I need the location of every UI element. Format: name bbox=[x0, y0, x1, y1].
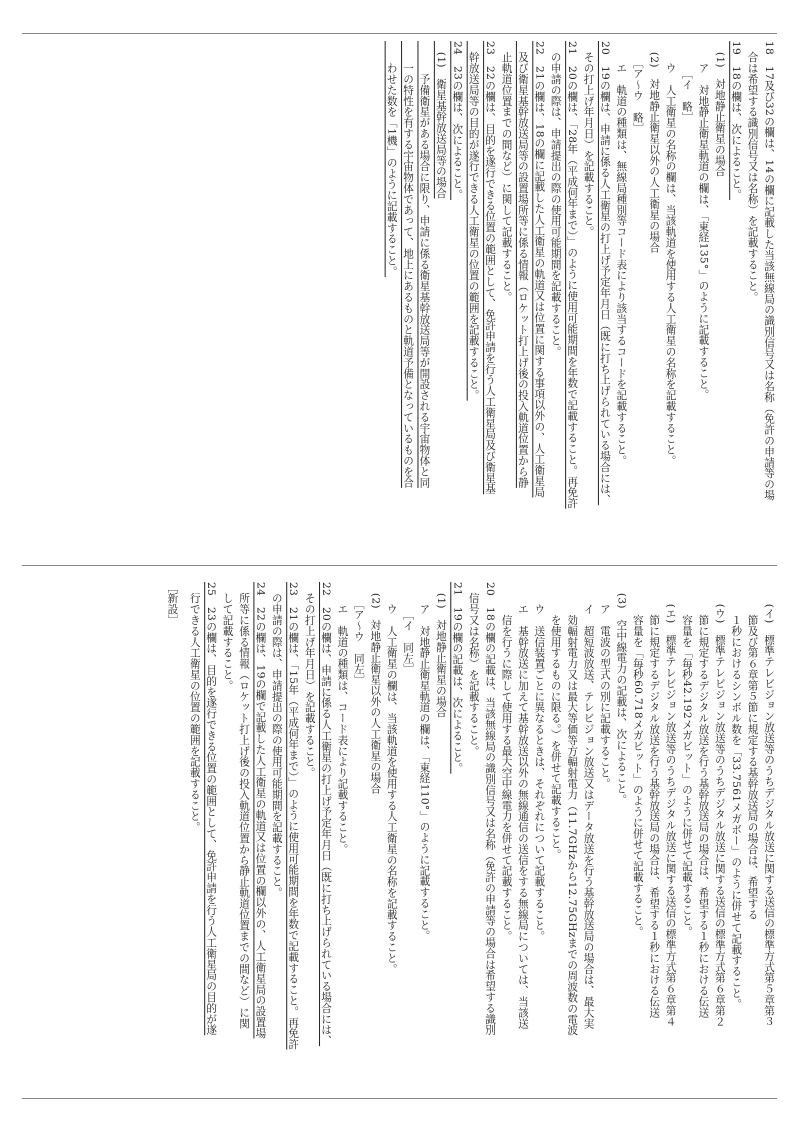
text-line: 容量を「毎秒42.192メガビット」のように併せて記載すること。 bbox=[680, 582, 693, 937]
text-line: 信を行うに際して使用する最大空中線電力を併せて記載すること。 bbox=[500, 582, 513, 942]
text-line: イ 超短波放送、テレビジョン放送又はデータ放送を行う基幹放送局の場合は、最大実 bbox=[582, 582, 595, 1029]
text-line: ウ 人工衛星の欄は、当該軌道を使用する人工衛星の名称を記載すること。 bbox=[385, 582, 398, 975]
text-line: 節に規定するデジタル放送を行う基幹放送局の場合は、希望する１秒における伝送 bbox=[648, 582, 661, 1018]
new-provision-note: ［新設］ bbox=[166, 582, 179, 626]
text-line: の申請の際は、申請提出の際の使用可能期間を記載すること。 bbox=[549, 41, 562, 358]
text-line: (2) 対地静止衛星以外の人工衛星の場合 bbox=[648, 41, 661, 254]
text-line: ア 対地静止衛星軌道の欄は、「東経135°」のように記載すること。 bbox=[697, 41, 710, 401]
text-line: ア 電波の型式の別に記載すること。 bbox=[598, 582, 611, 790]
text-line: (イ) 標準テレビジョン放送等のうちデジタル放送に関する送信の標準方式第５章第３ bbox=[763, 582, 775, 1027]
text-line: その打上げ年月日）を記載すること。 bbox=[303, 582, 316, 779]
text-line: 24 23の欄は、次によること。 bbox=[451, 41, 464, 200]
text-line: １秒におけるシンボル数を「33.7561メガボー」のように併せて記載すること。 bbox=[730, 582, 743, 1010]
text-line: 22 20の欄は、申請に係る人工衛星の打上げ予定年月日（既に打ち上げられている場合には、 bbox=[320, 582, 333, 1047]
text-line: ［イ 略］ bbox=[680, 41, 693, 123]
text-line: 24 22の欄は、19の欄で記載した人工衛星の軌道又は位置の欄以外の、人工衛星局の設置場 bbox=[254, 582, 267, 1039]
text-line: 所等に係る情報（ロケット打上げ後の投入軌道位置から静止軌道位置までの間など）に関 bbox=[238, 582, 250, 1029]
top-rule bbox=[22, 33, 777, 34]
text-line: (3) 空中線電力の記載は、次によること。 bbox=[615, 582, 628, 806]
text-line: 20 18の欄の記載は、当該無線局の識別信号又は名称（免許の申請等の場合は希望する識別 bbox=[484, 582, 497, 1036]
revised-text-panel bbox=[22, 37, 777, 552]
text-line: を使用するものに限る。）を併せて記載すること。 bbox=[549, 582, 562, 861]
text-line: 21 19の欄の記載は、次によること。 bbox=[451, 582, 464, 774]
text-line: エ 基幹放送に加えて基幹放送以外の無線通信の送信をする無線局については、当該送 bbox=[516, 582, 529, 1029]
text-line: 21 20の欄は、「28年（平成何年まで）」のように使用可能期間を年数で記載すること。再免許 bbox=[566, 41, 579, 509]
text-line: 一の特性を有する宇宙物体であって、地上にあるものと軌道予備となっているものを合 bbox=[402, 41, 415, 488]
text-line: 18 17及び32の欄は、14の欄に記載した当該無線局の識別信号又は名称（免許の申請等の場 bbox=[763, 41, 775, 501]
text-line: 25 23の欄は、目的を遂行できる位置の範囲として、免許申請を行う人工衛星局の目的が遂 bbox=[205, 582, 218, 1036]
current-text-body bbox=[164, 578, 777, 1093]
text-line: わせた数を「1機」のように記載すること。 bbox=[385, 41, 398, 277]
text-line: 止軌道位置までの間など）に関して記載すること。 bbox=[500, 41, 513, 303]
text-line: エ 軌道の種類は、無線局種別等コード表により該当するコードを記載すること。 bbox=[615, 41, 628, 467]
text-line: の申請の際は、申請提出の際の使用可能期間を記載すること。 bbox=[270, 582, 283, 899]
text-line: 行できる人工衛星の位置の範囲を記載すること。 bbox=[188, 582, 201, 833]
text-line: ［ア～ウ 同左］ bbox=[352, 582, 365, 686]
text-line: 23 21の欄は、「15年（平成何年まで）」のように使用可能期間を年数で記載すること。再免許 bbox=[287, 582, 300, 1050]
text-line: 及び衛星基幹放送局等の設置場所等に係る情報（ロケット打上げ後の投入軌道位置から静 bbox=[516, 41, 529, 488]
text-line: (2) 対地静止衛星以外の人工衛星の場合 bbox=[369, 582, 382, 795]
text-line: 節に規定するデジタル放送を行う基幹放送局の場合は、希望する１秒における伝送 bbox=[697, 582, 710, 1018]
text-line: (1) 衛星基幹放送局等の場合 bbox=[434, 41, 447, 199]
text-line: 容量を「毎秒60.718メガビット」のように併せて記載すること。 bbox=[631, 582, 644, 937]
text-line: ア 対地静止衛星軌道の欄は、「東経110°」のように記載すること。 bbox=[418, 582, 431, 942]
text-line: (1) 対地静止衛星の場合 bbox=[434, 582, 447, 718]
text-line: 信号又は名称）を記載すること。 bbox=[467, 582, 480, 757]
text-line: ウ 人工衛星の名称の欄は、当該軌道を使用する人工衛星の名称を記載すること。 bbox=[664, 41, 677, 467]
text-line: ［ア～ウ 略］ bbox=[631, 41, 644, 134]
text-line: 予備衛星がある場合に限り、申請に係る衛星基幹放送局等が開設される宇宙物体と同 bbox=[418, 41, 431, 488]
middle-rule bbox=[22, 565, 777, 566]
text-line: 効輻射電力又は最大等価等方輻射電力（11.7GHzから12.75GHzまでの周波数の電波 bbox=[566, 582, 579, 1036]
text-line: 19 18の欄は、次によること。 bbox=[730, 41, 743, 200]
text-line: (エ) 標準テレビジョン放送等のうちデジタル放送に関する送信の標準方式第６章第４ bbox=[664, 582, 677, 1027]
text-line: ウ 送信装置ごとに異なるときは、それぞれについて記載すること。 bbox=[533, 582, 546, 942]
text-line: (1) 対地静止衛星の場合 bbox=[713, 41, 726, 177]
text-line: 節及び第６章第５節に規定する基幹放送局の場合は、希望する bbox=[746, 582, 759, 920]
text-line: 幹放送局等の目的が遂行できる人工衛星の位置の範囲を記載すること。 bbox=[467, 41, 480, 401]
text-line: 合は希望する識別信号又は名称）を記載すること。 bbox=[746, 41, 759, 303]
text-line: して記載すること。 bbox=[221, 582, 234, 691]
text-line: ［イ 同左］ bbox=[402, 582, 415, 675]
text-line: 23 22の欄は、目的を遂行できる位置の範囲として、免許申請を行う人工衛星局及び衛星基 bbox=[484, 41, 497, 495]
text-line: その打上げ年月日）を記載すること。 bbox=[582, 41, 595, 238]
bottom-rule bbox=[22, 1098, 777, 1099]
text-line: 20 19の欄は、申請に係る人工衛星の打上げ予定年月日（既に打ち上げられている場合には、 bbox=[598, 41, 611, 506]
text-line: エ 軌道の種類は、コード表により記載すること。 bbox=[336, 582, 349, 855]
text-line: (ウ) 標準テレビジョン放送等のうちデジタル放送に関する送信の標準方式第６章第２ bbox=[713, 582, 726, 1027]
current-text-panel bbox=[22, 578, 777, 1093]
text-line: 22 21の欄は、18の欄に記載した人工衛星の軌道又は位置に関する事項以外の、人工衛星局 bbox=[533, 41, 546, 498]
revised-text-body bbox=[383, 37, 777, 552]
